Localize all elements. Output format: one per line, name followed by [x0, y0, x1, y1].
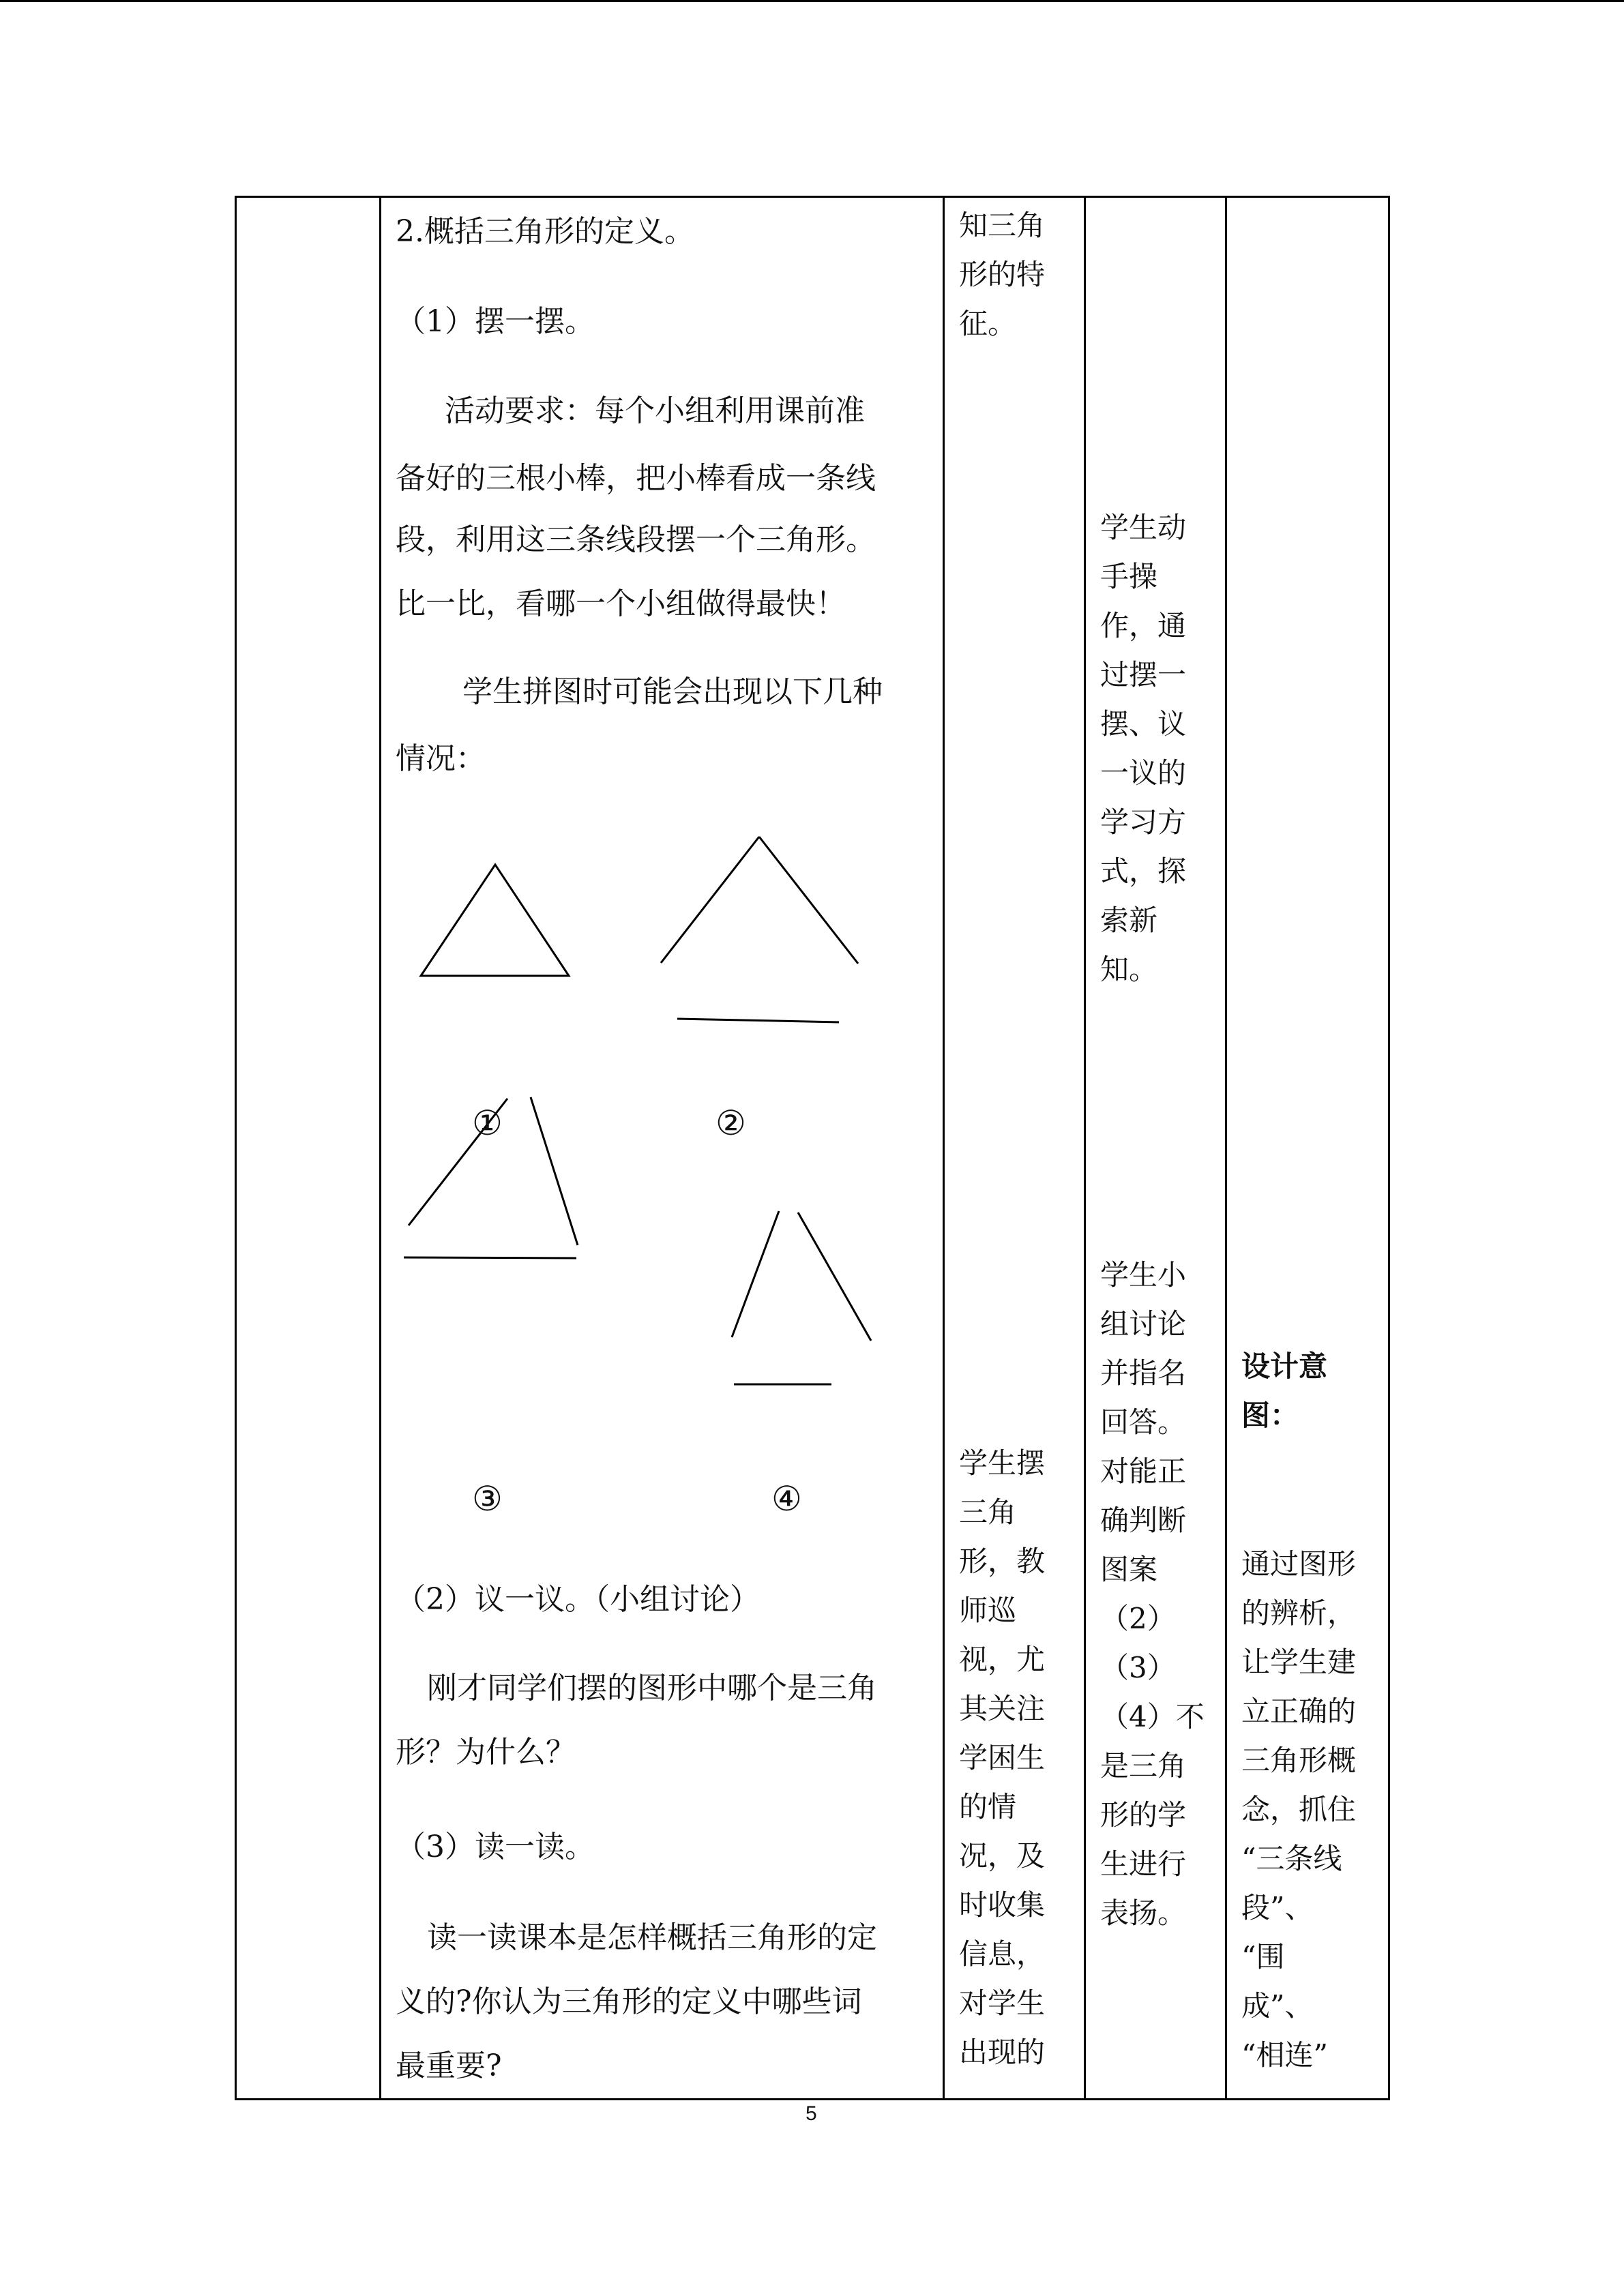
col5-line: 成”、 [1241, 1989, 1314, 2023]
figure-1-closed-triangle [421, 865, 569, 976]
col5-line: 让学生建 [1241, 1645, 1357, 1679]
step-1-title: （1）摆一摆。 [396, 304, 595, 339]
col3-line: 形，教 [959, 1545, 1046, 1578]
col4-line: 确判断 [1100, 1504, 1187, 1537]
col3-line: 的情 [959, 1790, 1017, 1823]
col3-line: 学困生 [959, 1741, 1046, 1774]
step-2-title: （2）议一议。（小组讨论） [396, 1582, 760, 1617]
col3-line: 出现的 [959, 2036, 1046, 2069]
col3-line: 形的特 [959, 258, 1046, 291]
col5-line: 念，抓住 [1241, 1793, 1357, 1826]
col4-line: 生进行 [1100, 1847, 1187, 1881]
figure-4-right-stick [798, 1212, 871, 1341]
col5-line: 通过图形 [1241, 1547, 1357, 1581]
step-3-title: （3）读一读。 [396, 1830, 595, 1864]
col3-line: 视，尤 [959, 1643, 1046, 1676]
col4-line: 作，通 [1100, 609, 1187, 642]
col4-line: 并指名 [1100, 1356, 1187, 1390]
col3-line: 况，及 [959, 1839, 1046, 1873]
read-line: 最重要? [396, 2048, 502, 2083]
col4-line: 回答。 [1100, 1405, 1187, 1439]
col3-line: 时收集 [959, 1888, 1046, 1922]
page-number: 5 [806, 2102, 817, 2125]
col4-line: （2） [1100, 1602, 1176, 1635]
col4-line: 学习方 [1100, 805, 1187, 839]
col3-line: 征。 [959, 307, 1017, 340]
col4-line: 索新 [1100, 904, 1158, 937]
col5-line: “三条线 [1241, 1842, 1342, 1875]
figure-3-right-stick [531, 1097, 578, 1245]
question-line: 刚才同学们摆的图形中哪个是三角 [427, 1671, 877, 1705]
col4-line: 组讨论 [1100, 1307, 1187, 1341]
question-line: 形？为什么？ [396, 1735, 576, 1770]
col4-line: （3） [1100, 1651, 1176, 1684]
col4-line: （4）不 [1100, 1700, 1205, 1733]
figure-2-left-stick [661, 837, 759, 963]
col4-line: 对能正 [1100, 1455, 1187, 1488]
col4-line: 式，探 [1100, 854, 1187, 888]
read-line: 读一读课本是怎样概括三角形的定 [427, 1920, 877, 1955]
cases-line: 学生拼图时可能会出现以下几种 [462, 674, 883, 709]
col4-line: 图案 [1100, 1553, 1158, 1586]
activity-line: 比一比，看哪一个小组做得最快！ [396, 586, 846, 621]
col3-line: 其关注 [959, 1692, 1046, 1725]
figure-label-1: ① [472, 1103, 503, 1143]
col4-line: 表扬。 [1100, 1896, 1187, 1930]
activity-line: 活动要求：每个小组利用课前准 [445, 393, 865, 428]
col4-line: 是三角 [1100, 1749, 1187, 1783]
col4-line: 手操 [1100, 560, 1158, 593]
design-intent-title: 设计意 [1241, 1350, 1328, 1383]
col5-line: “相连” [1241, 2038, 1328, 2072]
col3-line: 信息， [959, 1937, 1046, 1971]
col5-line: “围 [1241, 1940, 1285, 1973]
activity-line: 段，利用这三条线段摆一个三角形。 [396, 522, 876, 557]
col3-line: 学生摆 [959, 1446, 1046, 1480]
figure-4-left-stick [732, 1211, 779, 1337]
col4-line: 摆、议 [1100, 707, 1187, 741]
col4-line: 过摆一 [1100, 658, 1187, 691]
section-heading: 2.概括三角形的定义。 [396, 214, 694, 249]
figure-2-base-stick [677, 1019, 839, 1022]
col3-line: 对学生 [959, 1986, 1046, 2020]
col5-line: 段”、 [1241, 1891, 1314, 1924]
col4-line: 学生动 [1100, 511, 1187, 544]
read-line: 义的?你认为三角形的定义中哪些词 [396, 1984, 862, 2019]
col5-line: 三角形概 [1241, 1744, 1357, 1777]
col4-line: 学生小 [1100, 1258, 1187, 1292]
col4-line: 知。 [1100, 953, 1158, 986]
figure-2-right-stick [759, 837, 858, 964]
col4-line: 一议的 [1100, 756, 1187, 790]
figure-label-4: ④ [771, 1479, 802, 1519]
col5-line: 立正确的 [1241, 1695, 1357, 1728]
activity-line: 备好的三根小棒，把小棒看成一条线 [396, 461, 876, 496]
cases-line: 情况： [396, 741, 486, 776]
figure-label-2: ② [715, 1103, 746, 1143]
figure-3-base-stick [404, 1257, 576, 1258]
col4-line: 形的学 [1100, 1798, 1187, 1832]
col3-line: 知三角 [959, 209, 1046, 242]
figure-label-3: ③ [472, 1479, 503, 1519]
design-intent-title: 图： [1241, 1399, 1299, 1432]
col3-line: 师巡 [959, 1594, 1017, 1627]
col3-line: 三角 [959, 1495, 1017, 1529]
col5-line: 的辨析， [1241, 1596, 1357, 1630]
